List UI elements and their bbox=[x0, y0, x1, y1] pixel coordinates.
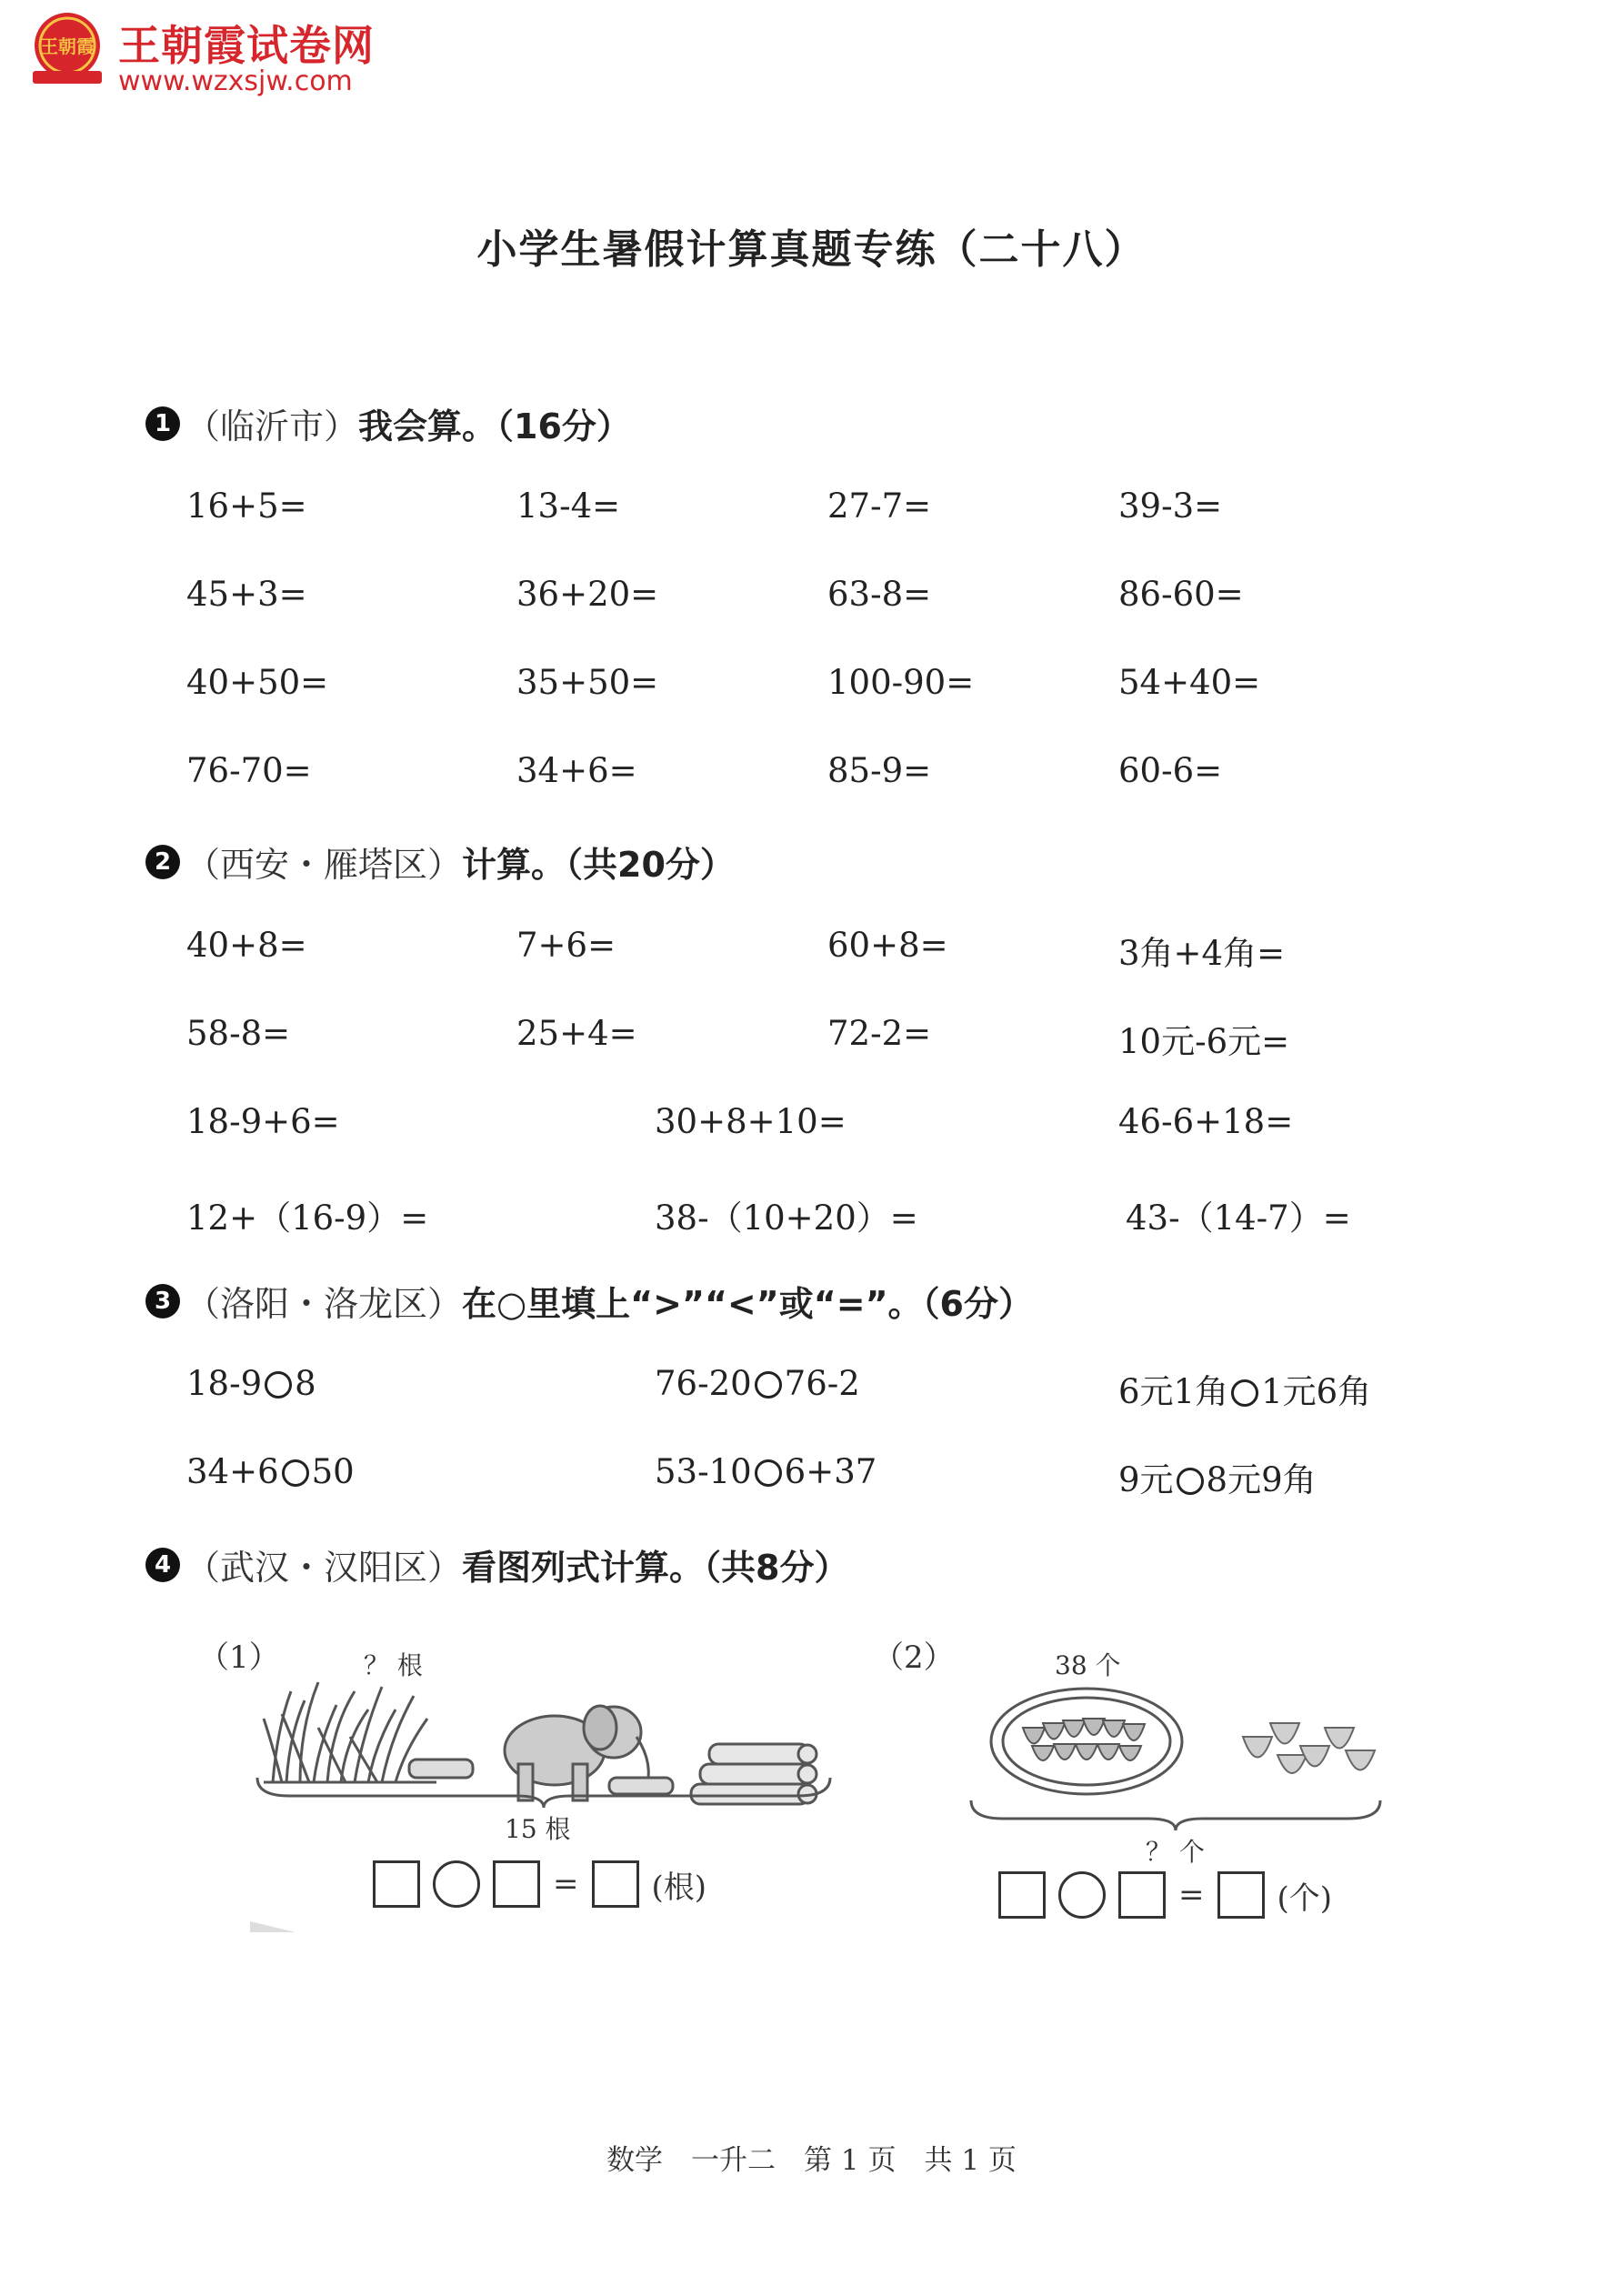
left-expr: 76-20 bbox=[655, 1364, 752, 1403]
problem: 76-70= bbox=[186, 751, 312, 790]
compare-problem bbox=[655, 1452, 877, 1491]
section-2-heading bbox=[145, 837, 735, 887]
problem: 12+（16-9）= bbox=[186, 1198, 429, 1238]
problem: 7+6= bbox=[516, 926, 616, 965]
section-task: 计算。（共20分） bbox=[462, 845, 735, 885]
right-expr: 76-2 bbox=[784, 1364, 860, 1403]
section-source: （临沂市） bbox=[185, 406, 359, 446]
problem: 63-8= bbox=[827, 575, 932, 614]
picture-2-illustration bbox=[987, 1673, 1396, 1804]
picture-1-bottom-note: 15 根 bbox=[505, 1814, 571, 1844]
problem: 45+3= bbox=[186, 575, 307, 614]
right-expr: 1元6角 bbox=[1261, 1372, 1372, 1411]
problem: 40+8= bbox=[186, 926, 307, 965]
operator-circle[interactable] bbox=[1058, 1871, 1106, 1919]
equals-sign: = bbox=[1178, 1877, 1205, 1913]
problem: 100-90= bbox=[827, 663, 975, 702]
problem: 39-3= bbox=[1118, 486, 1223, 526]
logo-badge bbox=[27, 9, 107, 89]
problem: 13-4= bbox=[516, 486, 621, 526]
problem: 58-8= bbox=[186, 1014, 291, 1053]
left-expr: 53-10 bbox=[655, 1452, 752, 1491]
problem: 85-9= bbox=[827, 751, 932, 790]
strawberry-icon bbox=[1243, 1723, 1375, 1773]
logo-name: 王朝霞试卷网 bbox=[118, 21, 375, 70]
picture-2-label: （2） bbox=[873, 1639, 955, 1676]
picture-2-brace bbox=[967, 1796, 1385, 1836]
logo-url: www.wzxsjw.com bbox=[118, 65, 353, 97]
picture-2-top-note: 38 个 bbox=[1055, 1650, 1121, 1680]
answer-box[interactable] bbox=[1118, 1871, 1166, 1919]
problem: 40+50= bbox=[186, 663, 329, 702]
compare-problem bbox=[1118, 1364, 1371, 1413]
answer-box[interactable] bbox=[592, 1860, 639, 1908]
problem: 43-（14-7）= bbox=[1126, 1198, 1351, 1238]
bowl-icon bbox=[991, 1689, 1182, 1794]
section-source: （洛阳・洛龙区） bbox=[185, 1284, 463, 1324]
answer-circle[interactable] bbox=[282, 1459, 309, 1487]
section-1-heading bbox=[145, 398, 631, 448]
strawberry-icon bbox=[1023, 1719, 1145, 1760]
operator-circle[interactable] bbox=[433, 1860, 480, 1908]
problem: 38-（10+20）= bbox=[655, 1198, 918, 1238]
answer-circle[interactable] bbox=[1177, 1468, 1204, 1495]
answer-box[interactable] bbox=[373, 1860, 420, 1908]
picture-1-equation bbox=[373, 1860, 706, 1908]
problem: 30+8+10= bbox=[655, 1102, 847, 1141]
left-expr: 6元1角 bbox=[1118, 1372, 1229, 1411]
problem: 35+50= bbox=[516, 663, 659, 702]
problem: 27-7= bbox=[827, 486, 932, 526]
picture-1-top-note: ？ 根 bbox=[364, 1650, 423, 1680]
problem: 16+5= bbox=[186, 486, 307, 526]
problem: 60-6= bbox=[1118, 751, 1223, 790]
section-source: （武汉・汉阳区） bbox=[185, 1548, 463, 1588]
problem: 18-9+6= bbox=[186, 1102, 340, 1141]
right-expr: 6+37 bbox=[784, 1452, 877, 1491]
equals-sign: = bbox=[553, 1866, 579, 1902]
problem: 46-6+18= bbox=[1118, 1102, 1294, 1141]
answer-circle[interactable] bbox=[265, 1371, 292, 1399]
problem: 10元-6元= bbox=[1118, 1022, 1290, 1061]
picture-2-equation bbox=[998, 1871, 1332, 1919]
compare-problem bbox=[1118, 1452, 1317, 1501]
answer-circle[interactable] bbox=[755, 1459, 782, 1487]
answer-box[interactable] bbox=[493, 1860, 540, 1908]
right-expr: 50 bbox=[311, 1452, 355, 1491]
section-number: 3 bbox=[145, 1284, 180, 1318]
problem: 72-2= bbox=[827, 1014, 932, 1053]
left-expr: 34+6 bbox=[186, 1452, 279, 1491]
picture-2-bottom-note: ？ 个 bbox=[1146, 1837, 1205, 1867]
unit-label: (个) bbox=[1277, 1880, 1333, 1917]
right-expr: 8元9角 bbox=[1206, 1460, 1317, 1499]
answer-circle[interactable] bbox=[755, 1371, 782, 1399]
answer-box[interactable] bbox=[998, 1871, 1046, 1919]
page-title: 小学生暑假计算真题专练（二十八） bbox=[476, 226, 1147, 273]
section-task: 看图列式计算。（共8分） bbox=[462, 1548, 849, 1588]
picture-1-label: （1） bbox=[198, 1639, 280, 1676]
left-expr: 18-9 bbox=[186, 1364, 263, 1403]
compare-problem bbox=[655, 1364, 860, 1403]
problem: 3角+4角= bbox=[1118, 934, 1286, 973]
compare-problem bbox=[186, 1452, 355, 1491]
answer-circle[interactable] bbox=[1231, 1379, 1258, 1407]
section-number: 1 bbox=[145, 406, 180, 441]
section-3-heading bbox=[145, 1276, 1033, 1326]
section-number: 2 bbox=[145, 845, 180, 879]
left-expr: 9元 bbox=[1118, 1460, 1174, 1499]
svg-text:王朝霞: 王朝霞 bbox=[40, 35, 95, 57]
problem: 34+6= bbox=[516, 751, 637, 790]
answer-box[interactable] bbox=[1217, 1871, 1265, 1919]
section-number: 4 bbox=[145, 1548, 180, 1582]
problem: 86-60= bbox=[1118, 575, 1244, 614]
section-4-heading bbox=[145, 1539, 848, 1589]
section-task: 在○里填上“>”“<”或“=”。（6分） bbox=[462, 1284, 1033, 1324]
right-expr: 8 bbox=[295, 1364, 316, 1403]
unit-label: (根) bbox=[651, 1869, 707, 1906]
problem: 25+4= bbox=[516, 1014, 637, 1053]
section-source: （西安・雁塔区） bbox=[185, 845, 463, 885]
section-task: 我会算。（16分） bbox=[358, 406, 631, 446]
picture-1-brace bbox=[253, 1773, 835, 1813]
problem: 36+20= bbox=[516, 575, 659, 614]
scan-mark bbox=[250, 1919, 296, 1930]
compare-problem bbox=[186, 1364, 316, 1403]
problem: 60+8= bbox=[827, 926, 948, 965]
page-footer: 数学 一升二 第 1 页 共 1 页 bbox=[606, 2144, 1017, 2177]
problem: 54+40= bbox=[1118, 663, 1261, 702]
